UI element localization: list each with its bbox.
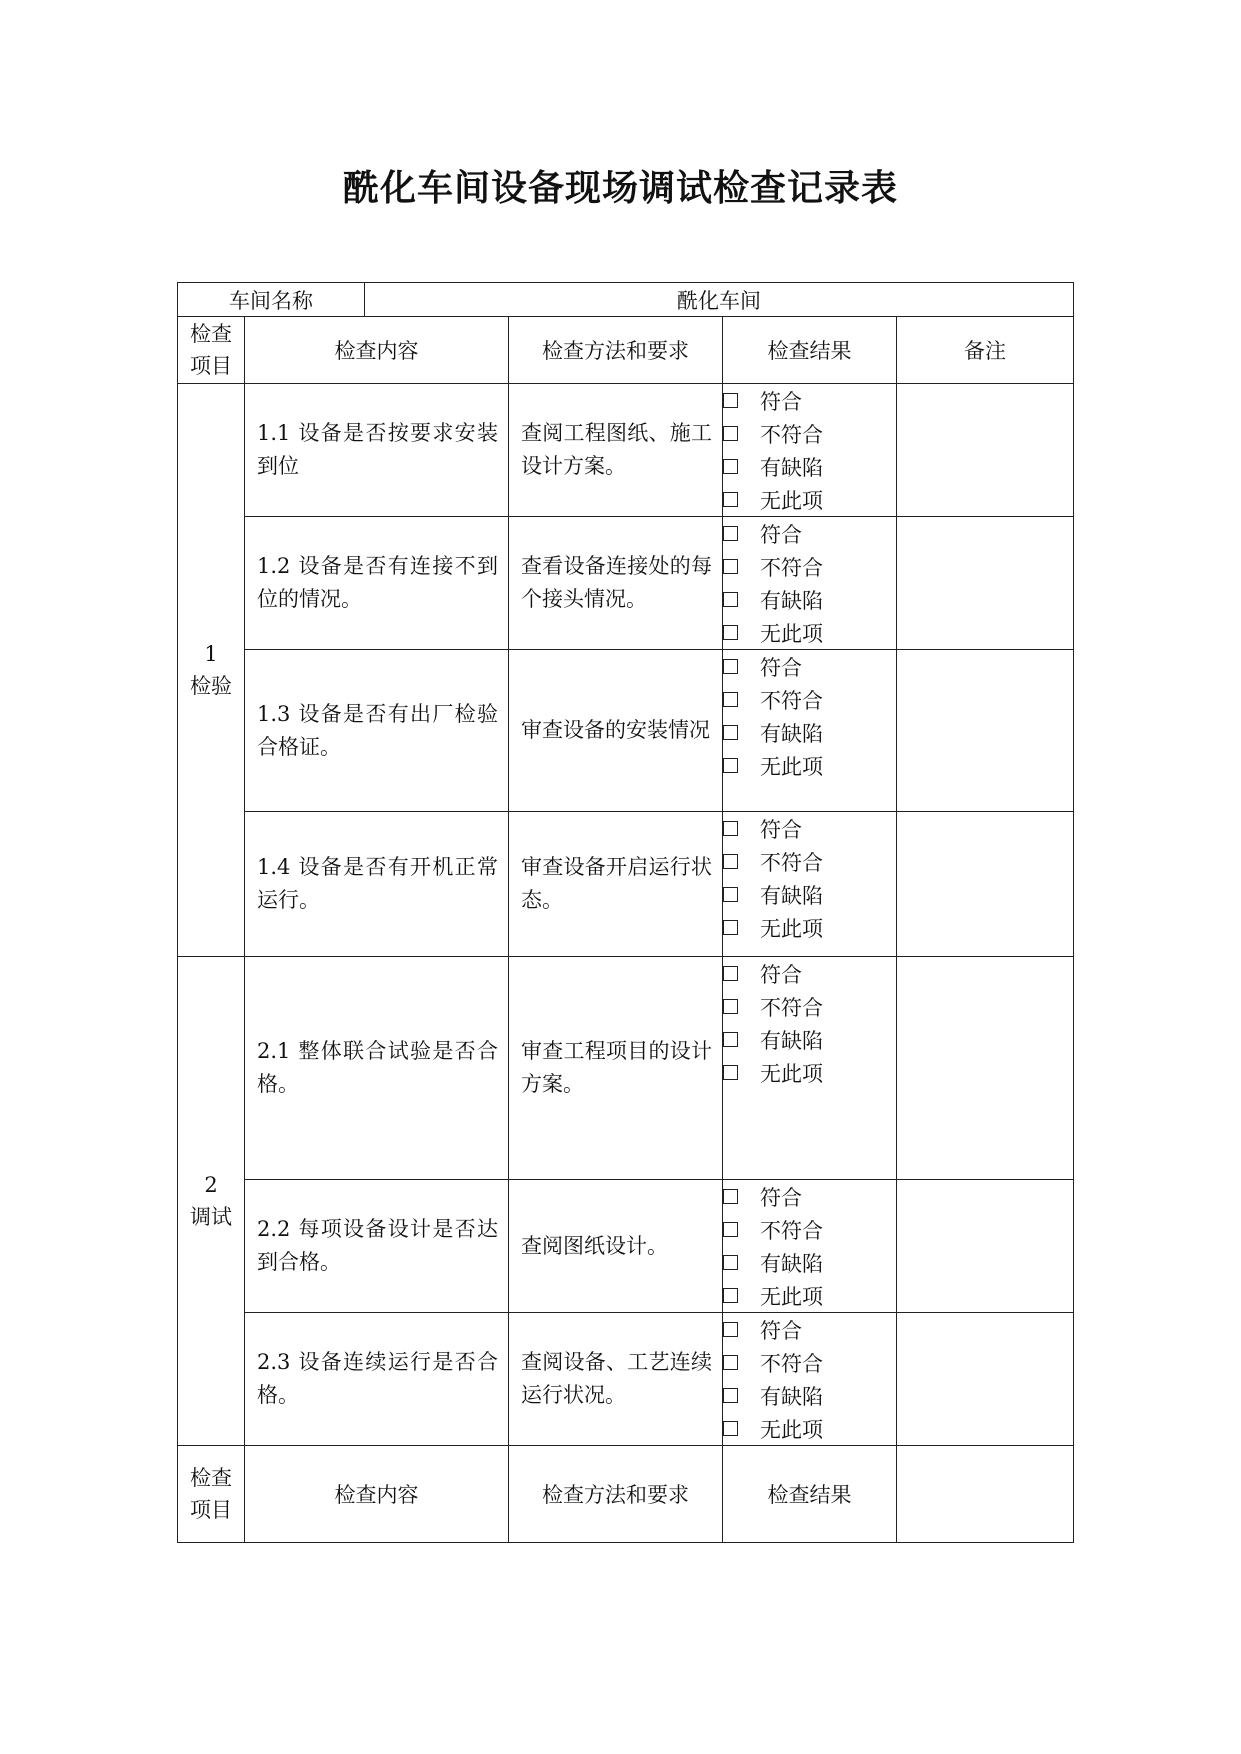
checkbox[interactable] [723,966,738,981]
checkbox[interactable] [723,459,738,474]
checkbox-option[interactable]: 符合 [723,1180,896,1213]
method-cell: 审查工程项目的设计方案。 [509,957,723,1180]
checkbox-option[interactable]: 无此项 [723,616,896,649]
checkbox-option[interactable]: 不符合 [723,1213,896,1246]
checkbox[interactable] [723,999,738,1014]
result-options [723,957,897,1180]
checkbox[interactable] [723,725,738,740]
table-row [178,812,1074,957]
checkbox[interactable] [723,920,738,935]
checkbox[interactable] [723,1288,738,1303]
checkbox-option[interactable]: 有缺陷 [723,878,896,911]
checkbox-option[interactable]: 无此项 [723,1412,896,1445]
checkbox[interactable] [723,625,738,640]
content-cell: 2.1 整体联合试验是否合格。 [245,957,509,1180]
checkbox-option[interactable]: 符合 [723,812,896,845]
checkbox[interactable] [723,1065,738,1080]
result-options [723,650,897,812]
checkbox[interactable] [723,821,738,836]
table-row [178,517,1074,650]
page-title: 酰化车间设备现场调试检查记录表 [342,168,898,209]
footer-content: 检查内容 [245,1446,509,1543]
checkbox-option[interactable]: 不符合 [723,845,896,878]
result-options [723,1180,897,1313]
content-cell: 1.3 设备是否有出厂检验合格证。 [245,650,509,812]
checkbox[interactable] [723,1388,738,1403]
method-cell: 查看设备连接处的每个接头情况。 [509,517,723,650]
footer-result: 检查结果 [723,1446,897,1543]
checkbox-option[interactable]: 有缺陷 [723,450,896,483]
checkbox-option[interactable]: 符合 [723,517,896,550]
content-cell: 1.1 设备是否按要求安装到位 [245,384,509,517]
checkbox[interactable] [723,559,738,574]
content-cell: 2.3 设备连续运行是否合格。 [245,1313,509,1446]
header-content: 检查内容 [245,317,509,384]
result-options [723,384,897,517]
checkbox-option[interactable]: 符合 [723,650,896,683]
checkbox-option[interactable]: 不符合 [723,550,896,583]
remark-cell[interactable] [897,384,1074,517]
inspection-table [177,282,1074,1543]
table-row [178,650,1074,812]
checkbox[interactable] [723,1222,738,1237]
checkbox[interactable] [723,887,738,902]
result-options [723,1313,897,1446]
content-cell: 1.2 设备是否有连接不到位的情况。 [245,517,509,650]
checkbox-option[interactable]: 无此项 [723,749,896,782]
checkbox-option[interactable]: 有缺陷 [723,1023,896,1056]
checkbox[interactable] [723,1421,738,1436]
remark-cell[interactable] [897,1180,1074,1313]
method-cell: 查阅工程图纸、施工设计方案。 [509,384,723,517]
table-row [178,1313,1074,1446]
result-options [723,812,897,957]
remark-cell[interactable] [897,650,1074,812]
workshop-label: 车间名称 [178,283,365,317]
checkbox[interactable] [723,1032,738,1047]
checkbox[interactable] [723,426,738,441]
checkbox[interactable] [723,854,738,869]
table-row [178,384,1074,517]
footer-row [178,1446,1074,1543]
remark-cell[interactable] [897,1313,1074,1446]
method-cell: 审查设备的安装情况 [509,650,723,812]
checkbox-option[interactable]: 不符合 [723,990,896,1023]
footer-item: 检查 项目 [178,1446,245,1543]
workshop-value[interactable]: 酰化车间 [365,283,1074,317]
method-cell: 查阅设备、工艺连续运行状况。 [509,1313,723,1446]
checkbox-option[interactable]: 无此项 [723,1056,896,1089]
header-method: 检查方法和要求 [509,317,723,384]
content-cell: 1.4 设备是否有开机正常运行。 [245,812,509,957]
checkbox[interactable] [723,659,738,674]
table-row [178,957,1074,1180]
checkbox-option[interactable]: 有缺陷 [723,716,896,749]
checkbox-option[interactable]: 无此项 [723,911,896,944]
group-label: 2 调试 [178,957,245,1446]
method-cell: 审查设备开启运行状态。 [509,812,723,957]
header-row [178,317,1074,384]
checkbox[interactable] [723,1255,738,1270]
checkbox[interactable] [723,393,738,408]
checkbox[interactable] [723,758,738,773]
table-row [178,1180,1074,1313]
checkbox-option[interactable]: 有缺陷 [723,583,896,616]
group-label: 1 检验 [178,384,245,957]
checkbox[interactable] [723,592,738,607]
footer-remark[interactable] [897,1446,1074,1543]
footer-method: 检查方法和要求 [509,1446,723,1543]
checkbox-option[interactable]: 无此项 [723,483,896,516]
checkbox-option[interactable]: 符合 [723,384,896,417]
content-cell: 2.2 每项设备设计是否达到合格。 [245,1180,509,1313]
checkbox-option[interactable]: 有缺陷 [723,1379,896,1412]
checkbox[interactable] [723,526,738,541]
header-remark: 备注 [897,317,1074,384]
checkbox[interactable] [723,692,738,707]
checkbox[interactable] [723,492,738,507]
checkbox-option[interactable]: 无此项 [723,1279,896,1312]
checkbox-option[interactable]: 不符合 [723,683,896,716]
checkbox-option[interactable]: 有缺陷 [723,1246,896,1279]
workshop-row [178,283,1074,317]
result-options [723,517,897,650]
remark-cell[interactable] [897,812,1074,957]
header-item: 检查 项目 [178,317,245,384]
checkbox[interactable] [723,1355,738,1370]
checkbox-option[interactable]: 符合 [723,957,896,990]
remark-cell[interactable] [897,957,1074,1180]
header-result: 检查结果 [723,317,897,384]
checkbox[interactable] [723,1189,738,1204]
remark-cell[interactable] [897,517,1074,650]
checkbox[interactable] [723,1322,738,1337]
method-cell: 查阅图纸设计。 [509,1180,723,1313]
checkbox-option[interactable]: 不符合 [723,417,896,450]
checkbox-option[interactable]: 符合 [723,1313,896,1346]
checkbox-option[interactable]: 不符合 [723,1346,896,1379]
